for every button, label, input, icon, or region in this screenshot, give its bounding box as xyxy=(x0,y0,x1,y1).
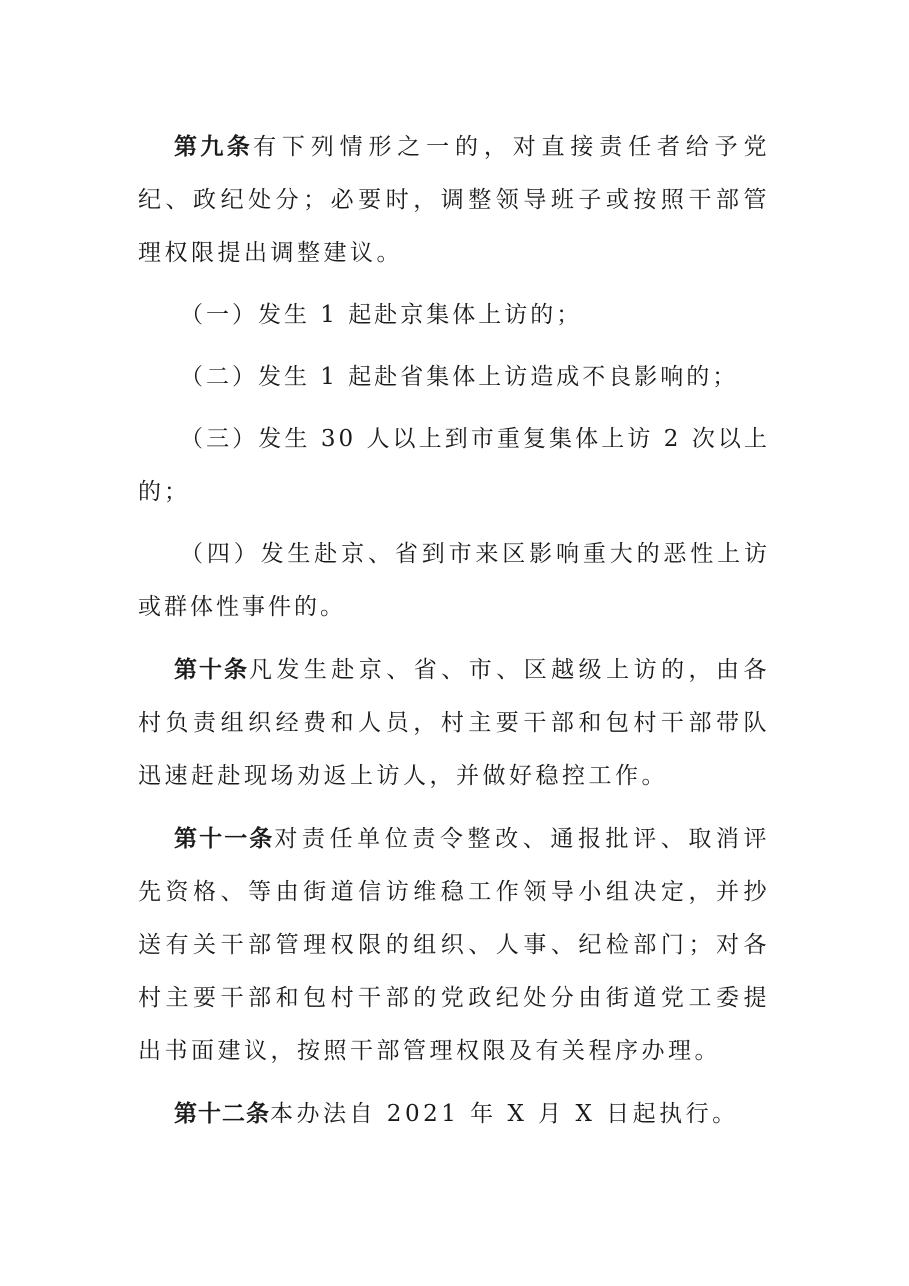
article-9-item-4: （四）发生赴京、省到市来区影响重大的恶性上访或群体性事件的。 xyxy=(138,541,770,620)
article-12-heading: 第十二条 xyxy=(174,1100,270,1127)
article-9-paragraph xyxy=(138,120,770,280)
article-12-paragraph xyxy=(138,1087,770,1141)
article-9-item-2: （二）发生 1 起赴省集体上访造成不良影响的； xyxy=(180,364,739,390)
article-9-item-3: （三）发生 30 人以上到市重复集体上访 2 次以上的； xyxy=(138,426,770,505)
article-9-heading: 第九条 xyxy=(174,133,254,160)
article-9-body: 有下列情形之一的，对直接责任者给予党纪、政纪处分；必要时，调整领导班子或按照干部管理权限提出调整建议。 xyxy=(138,134,771,266)
article-11-paragraph xyxy=(138,812,770,1078)
document-page xyxy=(138,120,770,1141)
article-10-body: 凡发生赴京、省、市、区越级上访的，由各村负责组织经费和人员，村主要干部和包村干部带队迅速赶赴现场劝返上访人，并做好稳控工作。 xyxy=(138,657,771,789)
article-11-body: 对责任单位责令整改、通报批评、取消评先资格、等由街道信访维稳工作领导小组决定，并抄送有关干部管理权限的组织、人事、纪检部门；对各村主要干部和包村干部的党政纪处分由街道党工委提出书面建议，按照干部管理权限及有关程序办理。 xyxy=(138,826,771,1064)
article-9-item-1: （一）发生 1 起赴京集体上访的； xyxy=(180,302,583,328)
article-10-paragraph xyxy=(138,643,770,803)
article-11-heading: 第十一条 xyxy=(174,825,275,852)
article-10-heading: 第十条 xyxy=(174,656,249,683)
article-12-body: 本办法自 2021 年 X 月 X 日起执行。 xyxy=(270,1101,739,1127)
